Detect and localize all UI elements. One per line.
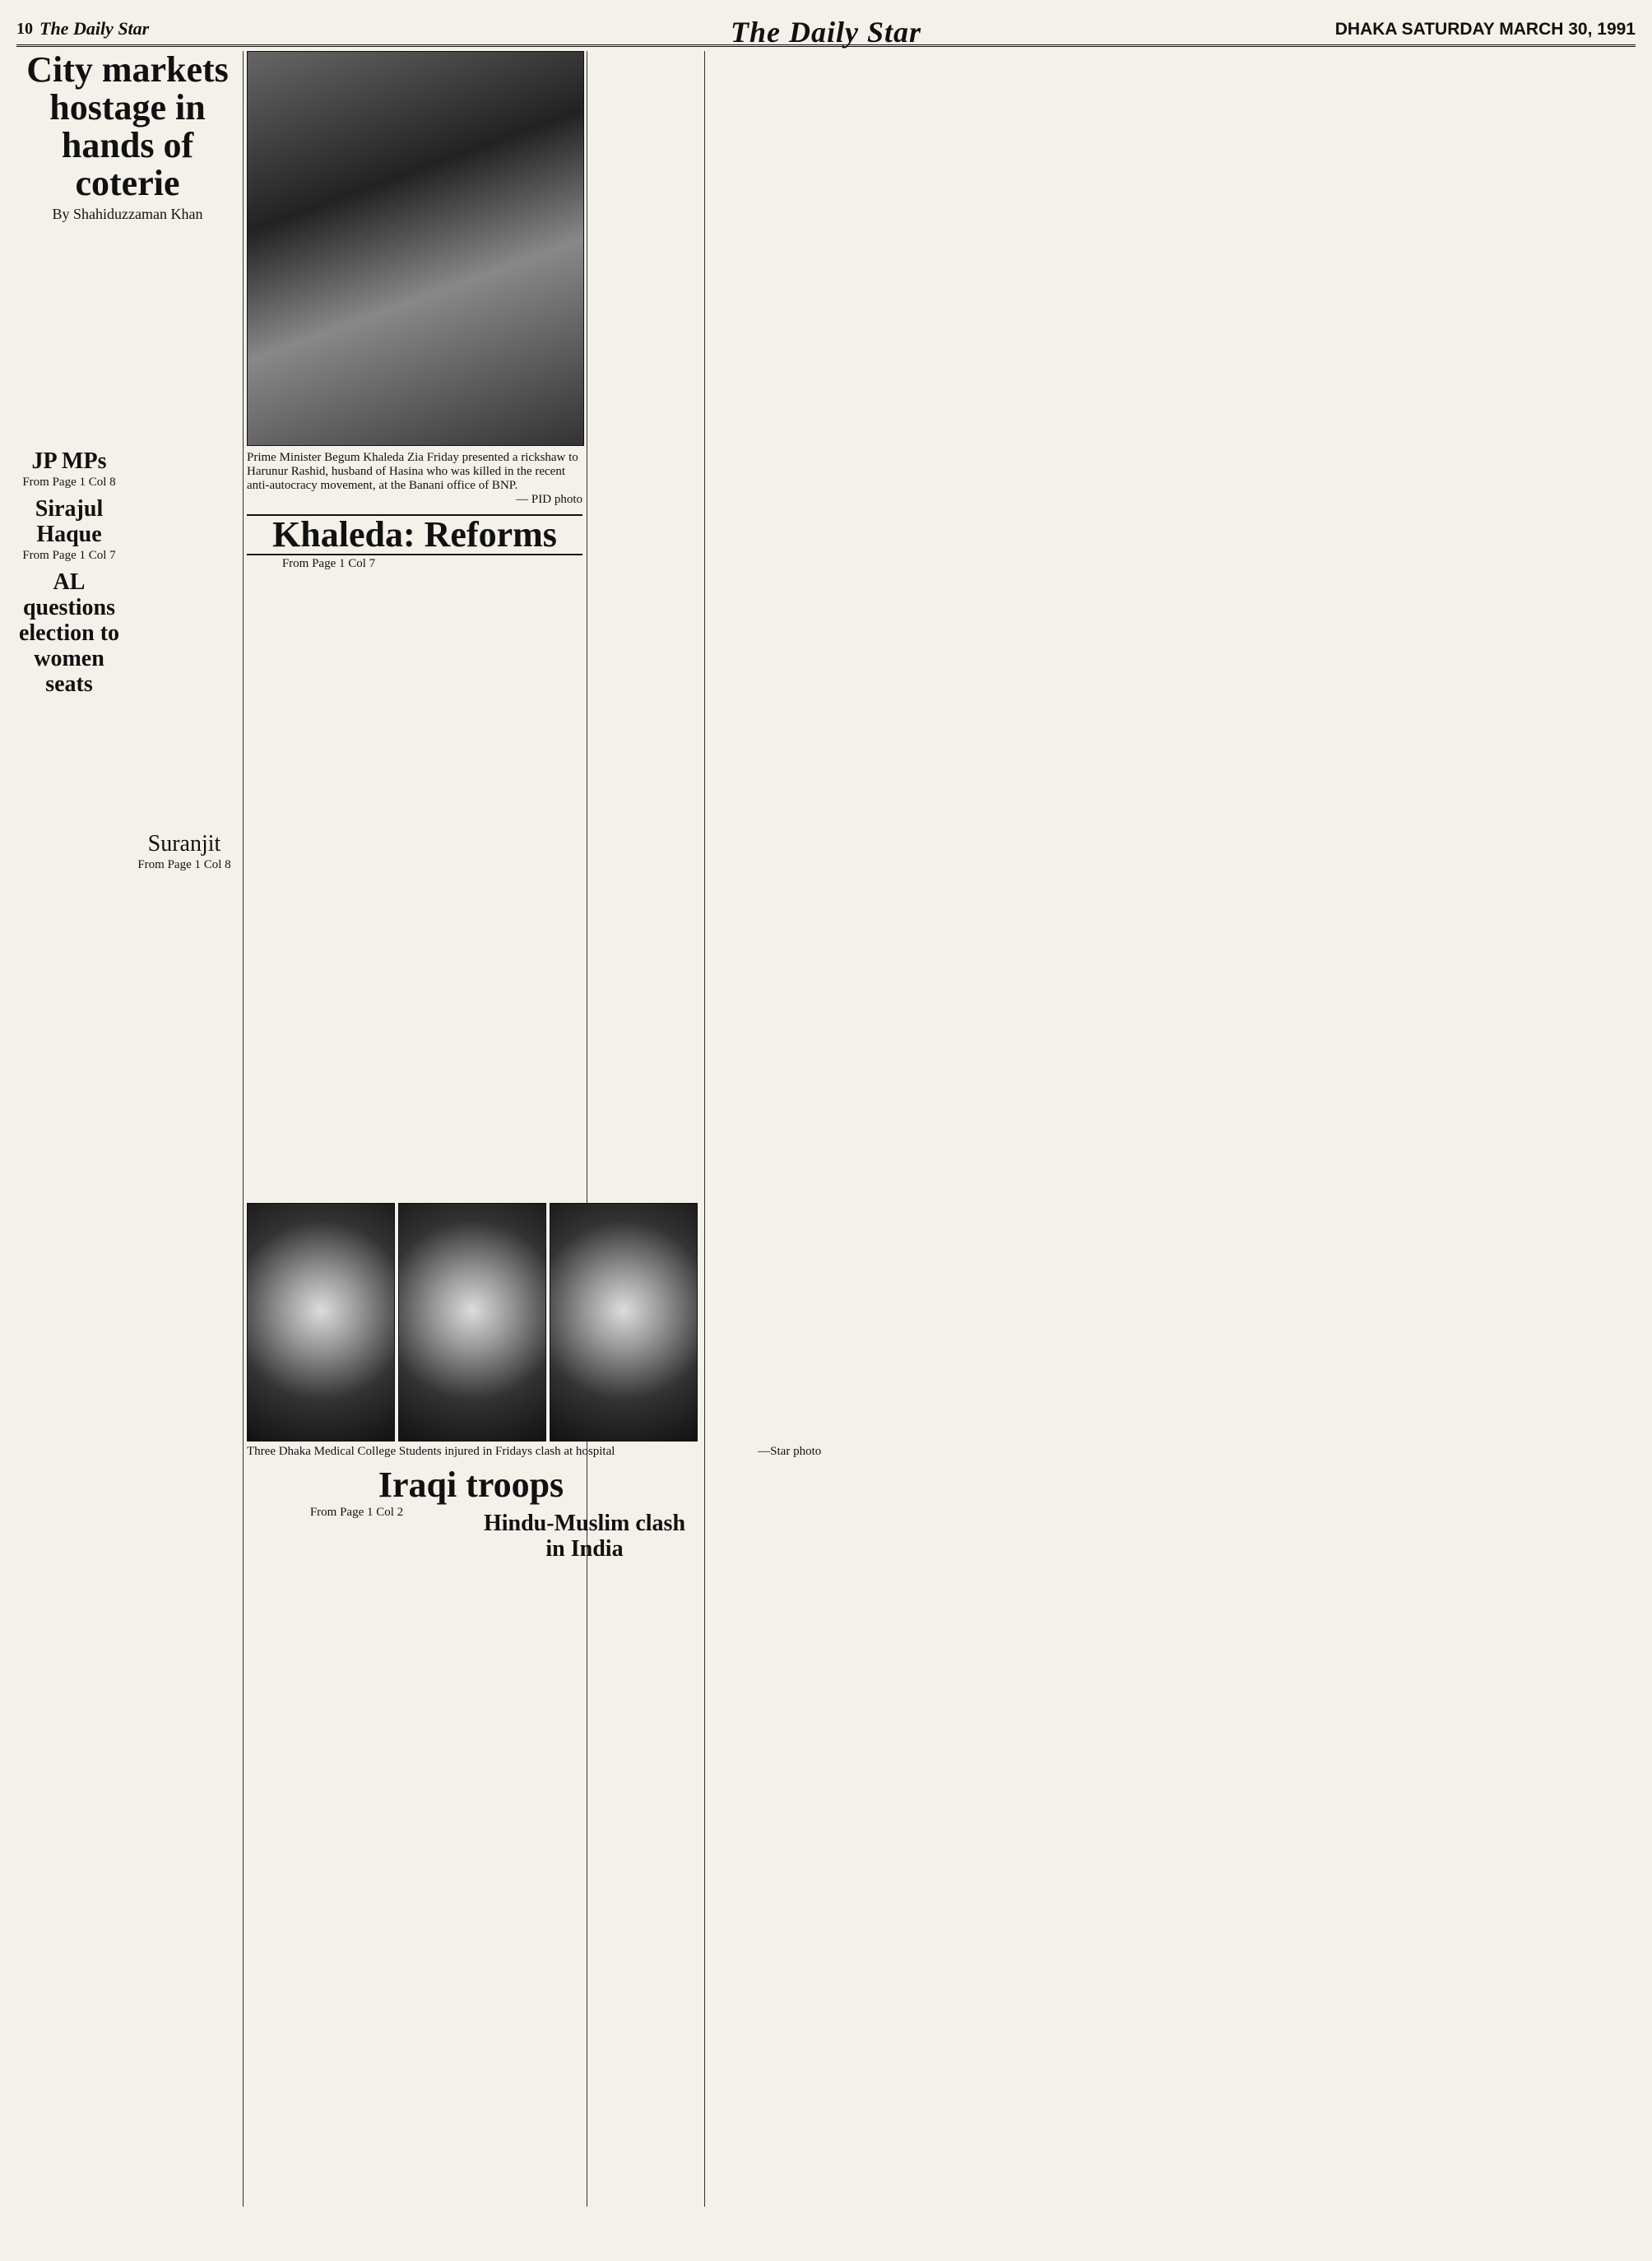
headline: Sirajul Haque — [35, 496, 104, 547]
photo-credit: —Star photo — [758, 1445, 822, 1458]
article-iraqi-troops — [247, 1466, 695, 2207]
article-suranjit — [128, 831, 241, 1999]
headline: AL questions election to women seats — [18, 569, 120, 697]
article-khaleda-reforms — [247, 514, 582, 1201]
article-city-markets-col2 — [128, 202, 241, 827]
photo-student-3 — [550, 1203, 698, 1442]
photo-caption — [247, 451, 582, 508]
column-rule — [243, 51, 244, 2207]
photo-caption — [247, 1445, 987, 1463]
from-page: From Page 1 Col 7 — [281, 557, 376, 570]
article-jp-mps — [16, 448, 122, 1436]
from-page: From Page 1 Col 2 — [309, 1506, 404, 1519]
headline: Iraqi troops — [378, 1466, 564, 1505]
headline: JP MPs — [31, 448, 107, 474]
from-page: From Page 1 Col 8 — [137, 858, 231, 871]
from-page: From Page 1 Col 7 — [22, 549, 116, 562]
page-number: 10 — [16, 20, 33, 38]
headline: Hindu-Muslim clash in India — [483, 1511, 686, 1562]
byline: By Shahiduzzaman Khan — [52, 206, 203, 222]
photo-injured-students — [247, 1203, 698, 1442]
caption-text: Prime Minister Begum Khaleda Zia Friday presented a rickshaw to Harunur Rashid, husband of Hasina who was killed in the recent anti-autocracy movement, at the Banani office of BNP. — [247, 451, 578, 492]
anchor — [473, 514, 474, 515]
headline: Suranjit — [147, 831, 221, 857]
photo-student-1 — [247, 1203, 395, 1442]
headline: City markets hostage in hands of coterie — [26, 51, 229, 203]
col3-placeholder — [591, 51, 701, 1199]
photo-student-2 — [398, 1203, 546, 1442]
caption-text: Three Dhaka Medical College Students injured in Fridays clash at hospital — [247, 1445, 615, 1458]
masthead-small-logo: The Daily Star — [39, 18, 150, 39]
from-page: From Page 1 Col 8 — [22, 476, 116, 489]
headline: Khaleda: Reforms — [247, 514, 582, 555]
masthead — [16, 15, 1636, 47]
masthead-date: DHAKA SATURDAY MARCH 30, 1991 — [1334, 20, 1636, 39]
photo-rickshaw-presentation — [247, 51, 584, 446]
masthead-title: The Daily Star — [730, 16, 921, 49]
photo-credit: — PID photo — [516, 493, 582, 506]
column-rule — [704, 51, 705, 2207]
